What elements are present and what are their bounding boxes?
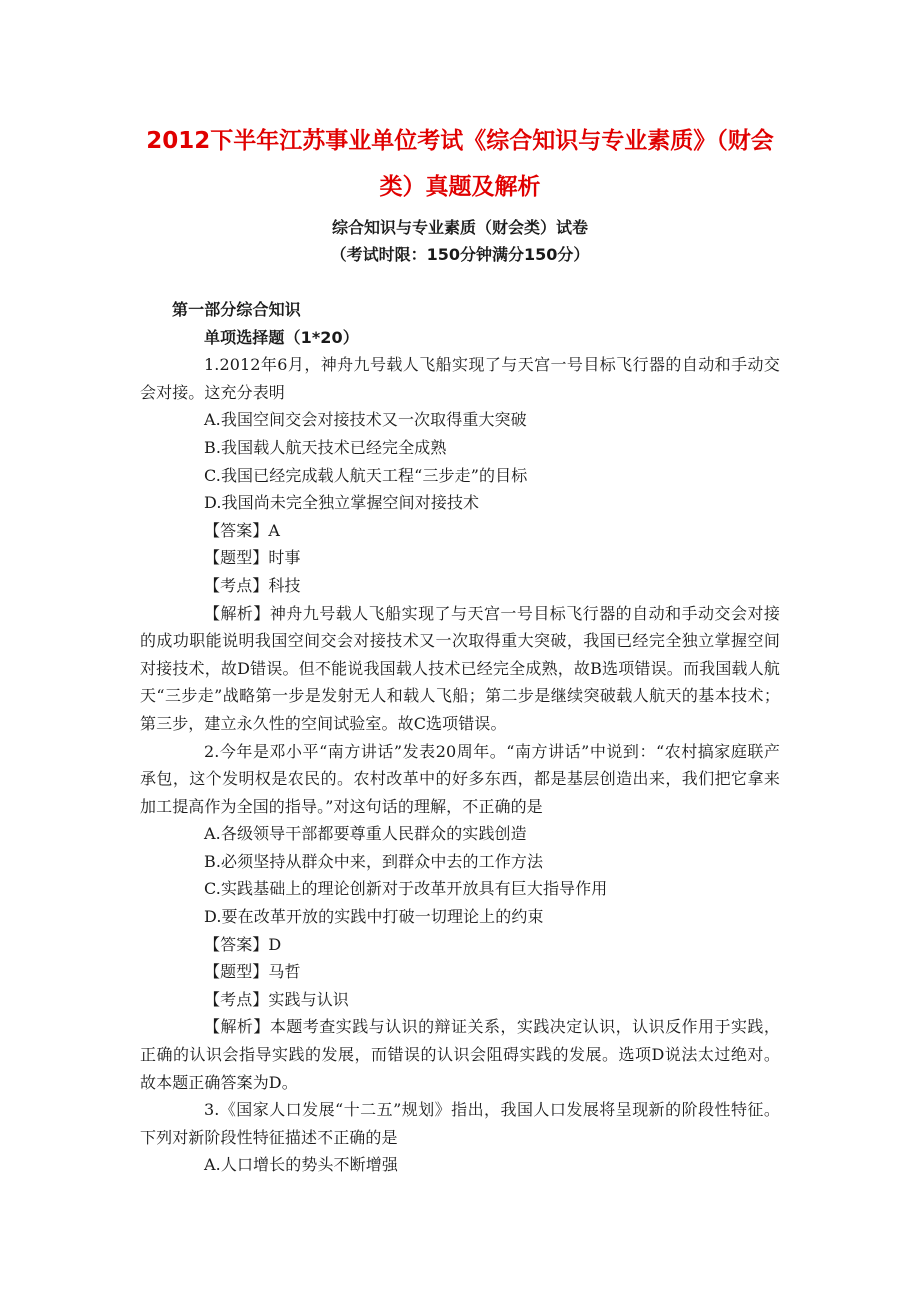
analysis-text: 【解析】本题考查实践与认识的辩证关系，实践决定认识，认识反作用于实践，正确的认识会指导实践的发展，而错误的认识会阻碍实践的发展。选项D说法太过绝对。故本题正确答案为D。 [140, 1017, 780, 1092]
answer-label: 【答案】A [204, 520, 281, 540]
paper-header [140, 214, 780, 268]
question-type-label: 【题型】马哲 [204, 962, 301, 982]
document-title [140, 118, 780, 210]
question-option: A.我国空间交会对接技术又一次取得重大突破 [204, 410, 527, 430]
title-line-2: 类）真题及解析 [379, 174, 541, 200]
exam-point-label: 【考点】科技 [204, 575, 301, 595]
analysis-text: 【解析】神舟九号载人飞船实现了与天宫一号目标飞行器的自动和手动交会对接的成功职能说明我国空间交会对接技术又一次取得重大突破，我国已经完全独立掌握空间对接技术，故D错误。但不能说我国载人技术已经完全成熟，故B选项错误。而我国载人航天“三步走”战略第一步是发射无人和载人飞船；第二步是继续突破载人航天的基本技术；第三步，建立永久性的空间试验室。故C选项错误。 [140, 603, 780, 733]
section-type: 单项选择题（1*20） [204, 327, 359, 347]
question-option: C.我国已经完成载人航天工程“三步走”的目标 [204, 465, 528, 485]
question-stem: 3.《国家人口发展“十二五”规划》指出，我国人口发展将呈现新的阶段性特征。下列对新阶段性特征描述不正确的是 [140, 1100, 780, 1147]
paper-name: 综合知识与专业素质（财会类）试卷 [331, 218, 588, 237]
title-line-1: 2012下半年江苏事业单位考试《综合知识与专业素质》（财会 [146, 128, 774, 154]
question-stem: 2.今年是邓小平“南方讲话”发表20周年。“南方讲话”中说到：“农村搞家庭联产承包，这个发明权是农民的。农村改革中的好多东西，都是基层创造出来，我们把它拿来加工提高作为全国的指导。”对这句话的理解，不正确的是 [140, 741, 780, 816]
question-option: B.我国载人航天技术已经完全成熟 [204, 437, 447, 457]
question-option: A.各级领导干部都要尊重人民群众的实践创造 [204, 824, 527, 844]
time-limit: （考试时限：150分钟满分150分） [330, 245, 590, 264]
document-body [140, 296, 780, 1179]
exam-point-label: 【考点】实践与认识 [204, 989, 349, 1009]
answer-label: 【答案】D [204, 934, 282, 954]
question-option: B.必须坚持从群众中来，到群众中去的工作方法 [204, 851, 544, 871]
question-type-label: 【题型】时事 [204, 548, 301, 568]
question-option: D.要在改革开放的实践中打破一切理论上的约束 [204, 907, 544, 927]
question-option: C.实践基础上的理论创新对于改革开放具有巨大指导作用 [204, 879, 608, 899]
section-part: 第一部分综合知识 [172, 300, 301, 319]
question-stem: 1.2012年6月，神舟九号载人飞船实现了与天宫一号目标飞行器的自动和手动交会对接。这充分表明 [140, 355, 780, 402]
question-option: D.我国尚未完全独立掌握空间对接技术 [204, 493, 480, 513]
question-option: A.人口增长的势头不断增强 [204, 1155, 398, 1175]
